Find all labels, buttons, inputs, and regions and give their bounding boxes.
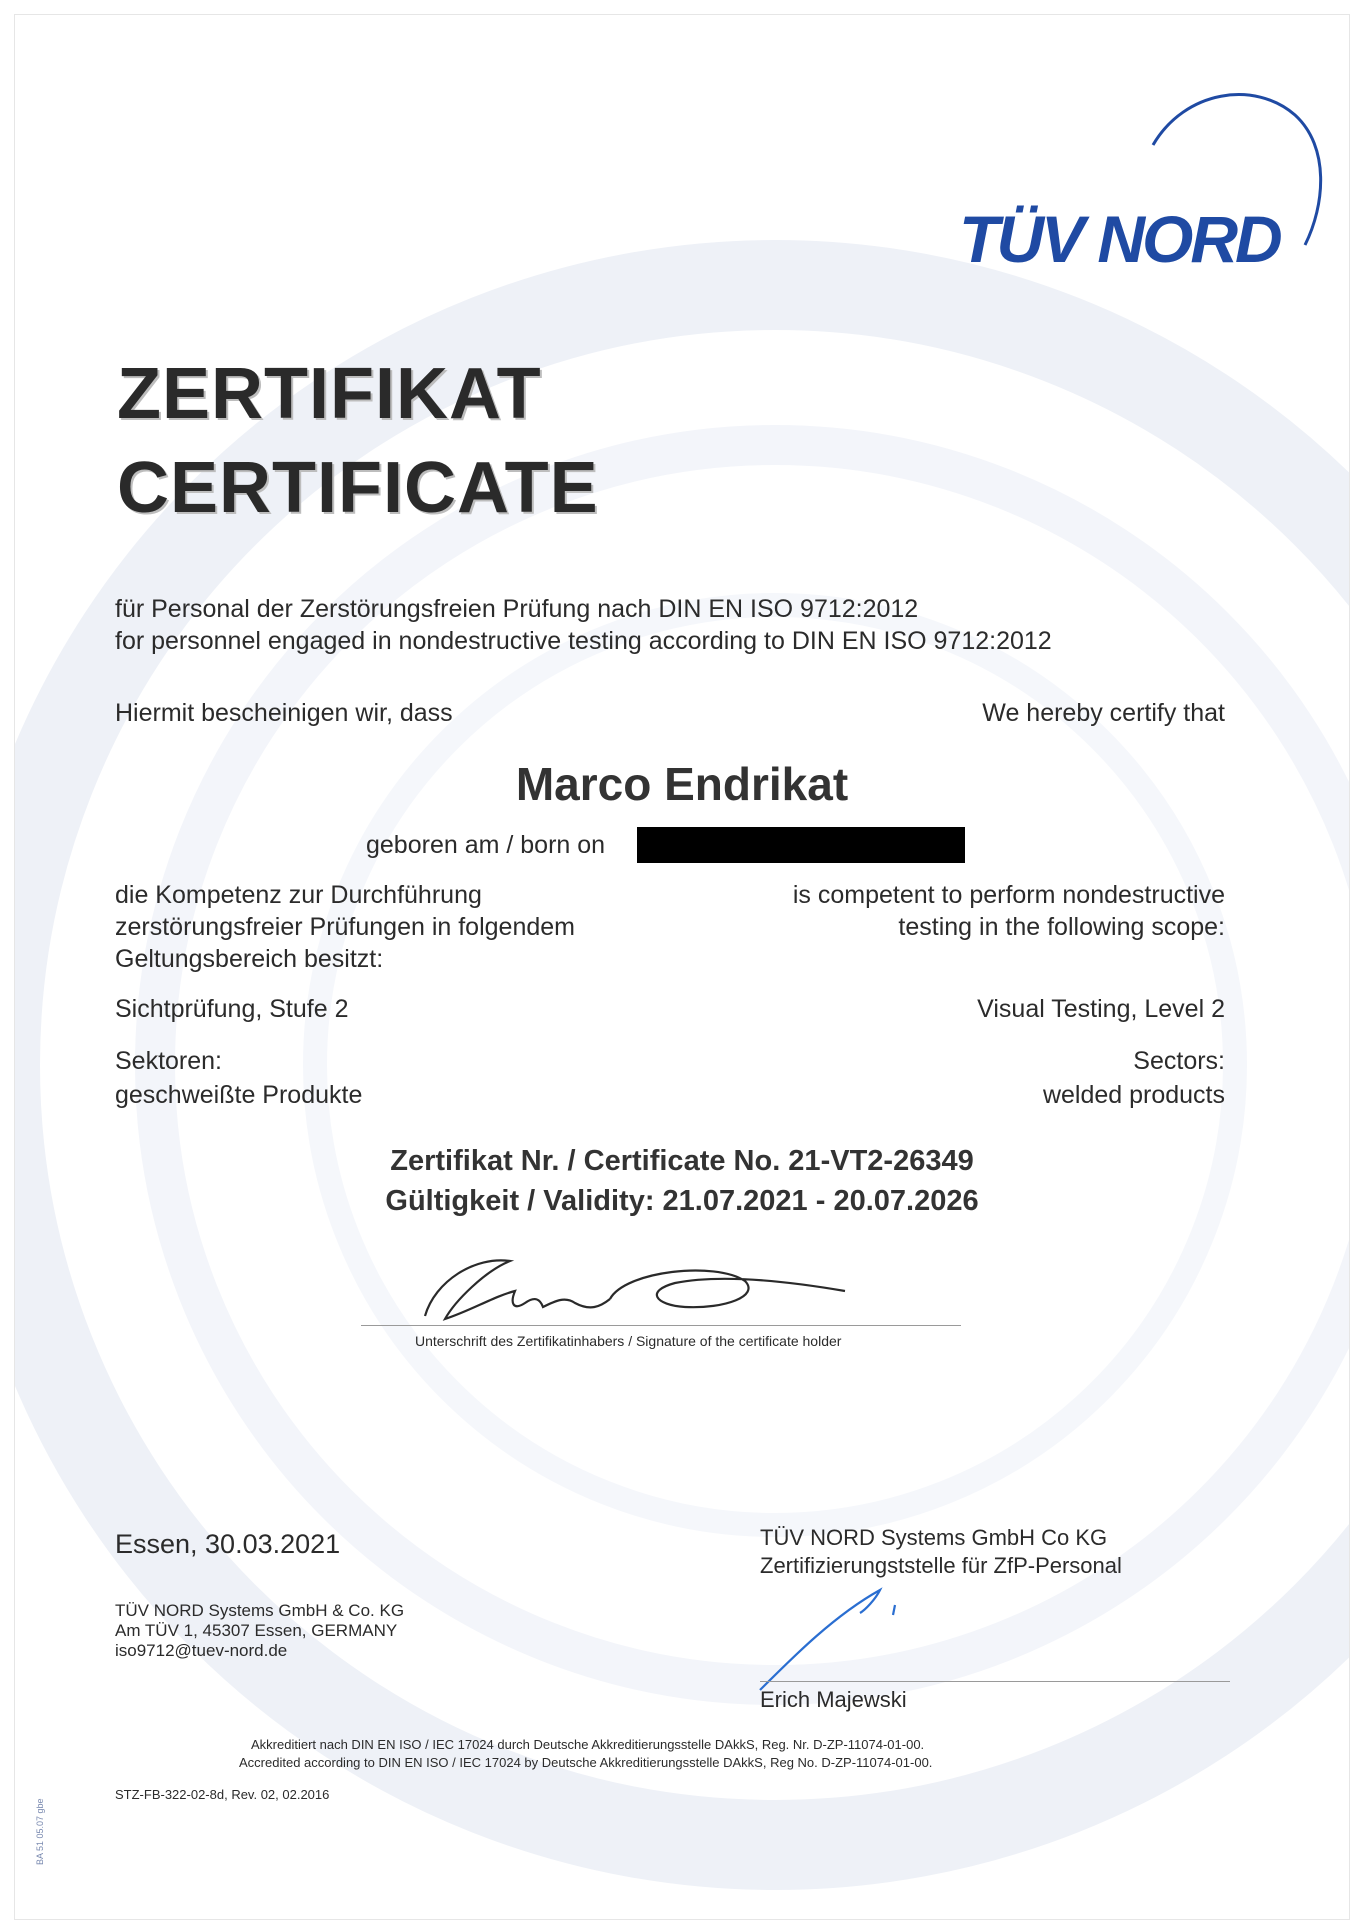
subtitle-english: for personnel engaged in nondestructive testing according to DIN EN ISO 9712:2012 [115, 627, 1052, 655]
side-code: BA 51 05.07 gbe [35, 1798, 45, 1865]
accreditation-english: Accredited according to DIN EN ISO / IEC 17024 by Deutsche Akkreditierungsstelle DAkkS, Reg No. D-ZP-11074-01-00. [239, 1755, 933, 1770]
issuer-left-email: iso9712@tuev-nord.de [115, 1641, 288, 1660]
form-code: STZ-FB-322-02-8d, Rev. 02, 02.2016 [115, 1787, 330, 1802]
tuv-nord-logo: TÜV NORD [959, 202, 1280, 276]
sectors-label-english: Sectors: [1133, 1047, 1225, 1075]
holder-signature-caption: Unterschrift des Zertifikatinhabers / Signature of the certificate holder [415, 1333, 842, 1349]
competence-english-1: is competent to perform nondestructive [792, 881, 1225, 909]
born-label: geboren am / born on [366, 831, 606, 859]
redacted-birthdate [637, 827, 965, 863]
scope-english: Visual Testing, Level 2 [977, 995, 1225, 1023]
competence-german-2: zerstörungsfreier Prüfungen in folgendem [115, 913, 575, 941]
competence-german-1: die Kompetenz zur Durchführung [115, 881, 482, 909]
certify-german: Hiermit bescheinigen wir, dass [115, 699, 453, 727]
certificate-validity: Gültigkeit / Validity: 21.07.2021 - 20.07.2026 [385, 1185, 979, 1217]
accreditation-german: Akkreditiert nach DIN EN ISO / IEC 17024 durch Deutsche Akkreditierungsstelle DAkkS, Reg. Nr. D-ZP-11074-01-00. [251, 1737, 925, 1752]
certify-english: We hereby certify that [982, 699, 1225, 727]
holder-signature-line [361, 1325, 961, 1326]
competence-german-3: Geltungsbereich besitzt: [115, 945, 384, 973]
certificate-number: Zertifikat Nr. / Certificate No. 21-VT2-26349 [390, 1145, 974, 1177]
scope-german: Sichtprüfung, Stufe 2 [115, 995, 349, 1023]
sectors-value-german: geschweißte Produkte [115, 1081, 363, 1109]
issuer-right-department: Zertifizierungststelle für ZfP-Personal [760, 1553, 1122, 1578]
sectors-value-english: welded products [1042, 1081, 1225, 1109]
issuer-signatory: Erich Majewski [760, 1687, 907, 1712]
issuer-left-company: TÜV NORD Systems GmbH & Co. KG [115, 1601, 405, 1620]
sectors-label-german: Sektoren: [115, 1047, 223, 1075]
certificate-page [14, 14, 1350, 1920]
issue-place-date: Essen, 30.03.2021 [115, 1529, 341, 1559]
subtitle-german: für Personal der Zerstörungsfreien Prüfung nach DIN EN ISO 9712:2012 [115, 595, 919, 623]
holder-name: Marco Endrikat [515, 758, 849, 810]
issuer-signature-icon [755, 1575, 935, 1695]
title-german: ZERTIFIKAT [117, 354, 542, 434]
title-english: CERTIFICATE [117, 448, 599, 528]
issuer-left-address: Am TÜV 1, 45307 Essen, GERMANY [115, 1621, 398, 1640]
issuer-signature-line [760, 1681, 1230, 1682]
issuer-right-company: TÜV NORD Systems GmbH Co KG [760, 1525, 1108, 1550]
holder-signature-icon [415, 1241, 855, 1331]
competence-english-2: testing in the following scope: [898, 913, 1225, 941]
